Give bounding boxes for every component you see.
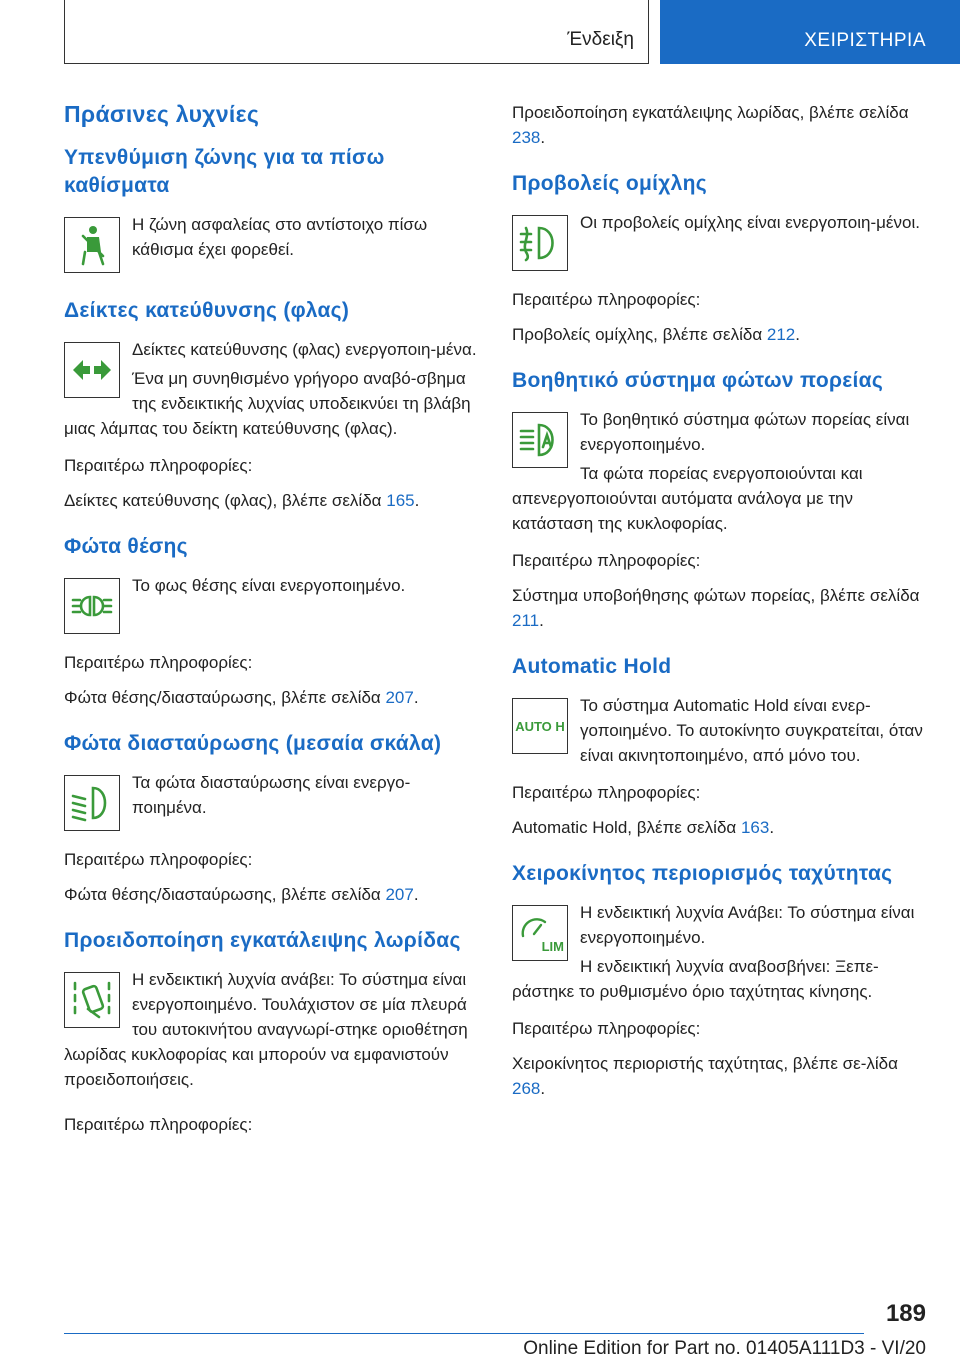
- page-number: 189: [885, 1300, 926, 1327]
- parking-page-link[interactable]: 207: [385, 688, 414, 707]
- auto-hold-icon: [512, 698, 568, 754]
- hold-more: Περαιτέρω πληροφορίες:: [512, 783, 701, 802]
- turn-page-link[interactable]: 165: [386, 491, 415, 510]
- speed-limiter-icon-text: LIM: [541, 939, 564, 954]
- parking-more: Περαιτέρω πληροφορίες:: [64, 653, 253, 672]
- header-chapter-tab: [660, 0, 960, 64]
- fog-page-link[interactable]: 212: [766, 325, 796, 344]
- limiter-more: Περαιτέρω πληροφορίες:: [512, 1019, 701, 1038]
- limiter-text-2: Η ενδεικτική λυχνία αναβοσβήνει: Ξεπε‐ράστηκε το ρυθμισμένο όριο ταχύτητας κίνησης.: [512, 957, 879, 1001]
- seatbelt-icon: [64, 217, 120, 273]
- hold-ref: Automatic Hold, βλέπε σελίδα 163.: [512, 818, 775, 837]
- turn-more: Περαιτέρω πληροφορίες:: [64, 456, 253, 475]
- section-label: Ένδειξη: [567, 29, 634, 50]
- lowbeam-indicator: [64, 770, 484, 835]
- cornering-ref: Σύστημα υποβοήθησης φώτων πορείας, βλέπε σελίδα 211.: [512, 586, 920, 630]
- lane-more: Περαιτέρω πληροφορίες:: [64, 1115, 253, 1134]
- lowbeam-page-link[interactable]: 207: [385, 885, 414, 904]
- turn-text-1: Δείκτες κατεύθυνσης (φλας) ενεργοποιη‐μένα.: [132, 340, 477, 359]
- turn-text-2: Ένα μη συνηθισμένο γρήγορο αναβό‐σβημα της ενδεικτικής λυχνίας υποδεικνύει τη βλάβη μιας λάμπας του δείκτη κατεύθυνσης (φλας).: [64, 369, 471, 438]
- cornering-page-link[interactable]: 211: [512, 611, 540, 630]
- hold-page-link[interactable]: 163: [740, 818, 770, 837]
- auto-hold-icon-text: AUTO H: [515, 718, 565, 734]
- turn-heading: Δείκτες κατεύθυνσης (φλας): [64, 299, 350, 322]
- right-column: [512, 100, 927, 1101]
- parking-ref: Φώτα θέσης/διασταύρωσης, βλέπε σελίδα 207.: [64, 688, 419, 707]
- cornering-indicator: [512, 407, 927, 536]
- cornering-text-2: Τα φώτα πορείας ενεργοποιούνται και απενεργοποιούνται αυτόματα ανάλογα με την κατάσταση της κυκλοφορίας.: [512, 464, 863, 533]
- lowbeam-heading: Φώτα διασταύρωσης (μεσαία σκάλα): [64, 732, 442, 755]
- speed-limiter-icon: [512, 905, 568, 961]
- fog-indicator: [512, 210, 927, 275]
- footer-divider: [64, 1333, 864, 1334]
- cornering-heading: Βοηθητικό σύστημα φώτων πορείας: [512, 369, 884, 392]
- limiter-heading: Χειροκίνητος περιορισμός ταχύτητας: [512, 862, 893, 885]
- turn-indicator: [64, 337, 484, 441]
- lane-heading: Προειδοποίηση εγκατάλειψης λωρίδας: [64, 929, 461, 952]
- hold-indicator: [512, 693, 927, 768]
- parking-heading: Φώτα θέσης: [64, 535, 188, 558]
- belt-heading: Υπενθύμιση ζώνης για τα πίσω καθίσματα: [64, 146, 385, 197]
- low-beam-icon: [64, 775, 120, 831]
- page-title: Πράσινες λυχνίες: [64, 101, 260, 127]
- lane-indicator: [64, 967, 484, 1092]
- lowbeam-more: Περαιτέρω πληροφορίες:: [64, 850, 253, 869]
- fog-light-icon: [512, 215, 568, 271]
- parking-light-icon: [64, 578, 120, 634]
- turn-signal-icon: [64, 342, 120, 398]
- lane-text: Η ενδεικτική λυχνία ανάβει: Το σύστημα είναι ενεργοποιημένο. Τουλάχιστον σε μία πλευρά του αυτοκινήτου αναγνωρί‐στηκε οριοθέτηση λωρίδας κυκλοφορίας και μπορούν να εμφανιστούν προειδοποιήσεις.: [64, 970, 468, 1089]
- fog-more: Περαιτέρω πληροφορίες:: [512, 290, 701, 309]
- high-beam-assist-icon: [512, 412, 568, 468]
- header-section-tab: [64, 0, 649, 64]
- left-column: [64, 100, 484, 1137]
- hold-heading: Automatic Hold: [512, 655, 672, 678]
- lane-ref: Προειδοποίηση εγκατάλειψης λωρίδας, βλέπε σελίδα 238.: [512, 103, 909, 147]
- cornering-text-1: Το βοηθητικό σύστημα φώτων πορείας είναι ενεργοποιημένο.: [580, 410, 910, 454]
- limiter-indicator: [512, 900, 927, 1004]
- turn-ref: Δείκτες κατεύθυνσης (φλας), βλέπε σελίδα 165.: [64, 491, 420, 510]
- chapter-label: ΧΕΙΡΙΣΤΗΡΙΑ: [804, 30, 926, 51]
- edition-note: Online Edition for Part no. 01405A111D3 - VI/20: [523, 1338, 926, 1359]
- limiter-page-link[interactable]: 268: [512, 1079, 541, 1098]
- limiter-text-1: Η ενδεικτική λυχνία Ανάβει: Το σύστημα είναι ενεργοποιημένο.: [580, 903, 915, 947]
- lane-page-link[interactable]: 238: [512, 128, 541, 147]
- fog-text: Οι προβολείς ομίχλης είναι ενεργοποιη‐μένοι.: [580, 213, 920, 232]
- lowbeam-ref: Φώτα θέσης/διασταύρωσης, βλέπε σελίδα 207.: [64, 885, 419, 904]
- limiter-ref: Χειροκίνητος περιοριστής ταχύτητας, βλέπε σε‐λίδα 268.: [512, 1054, 898, 1098]
- fog-ref: Προβολείς ομίχλης, βλέπε σελίδα 212.: [512, 325, 800, 344]
- cornering-more: Περαιτέρω πληροφορίες:: [512, 551, 701, 570]
- fog-heading: Προβολείς ομίχλης: [512, 172, 707, 195]
- parking-indicator: [64, 573, 484, 638]
- belt-text: Η ζώνη ασφαλείας στο αντίστοιχο πίσω κάθισμα έχει φορεθεί.: [132, 215, 428, 259]
- belt-indicator: [64, 212, 484, 277]
- hold-text: Το σύστημα Automatic Hold είναι ενερ‐γοποιημένο. Το αυτοκίνητο συγκρατείται, όταν είναι ακινητοποιημένο, από μόνο του.: [580, 696, 923, 765]
- lowbeam-text: Τα φώτα διασταύρωσης είναι ενεργο‐ποιημένα.: [132, 773, 411, 817]
- lane-departure-icon: [64, 972, 120, 1028]
- parking-text: Το φως θέσης είναι ενεργοποιημένο.: [132, 576, 406, 595]
